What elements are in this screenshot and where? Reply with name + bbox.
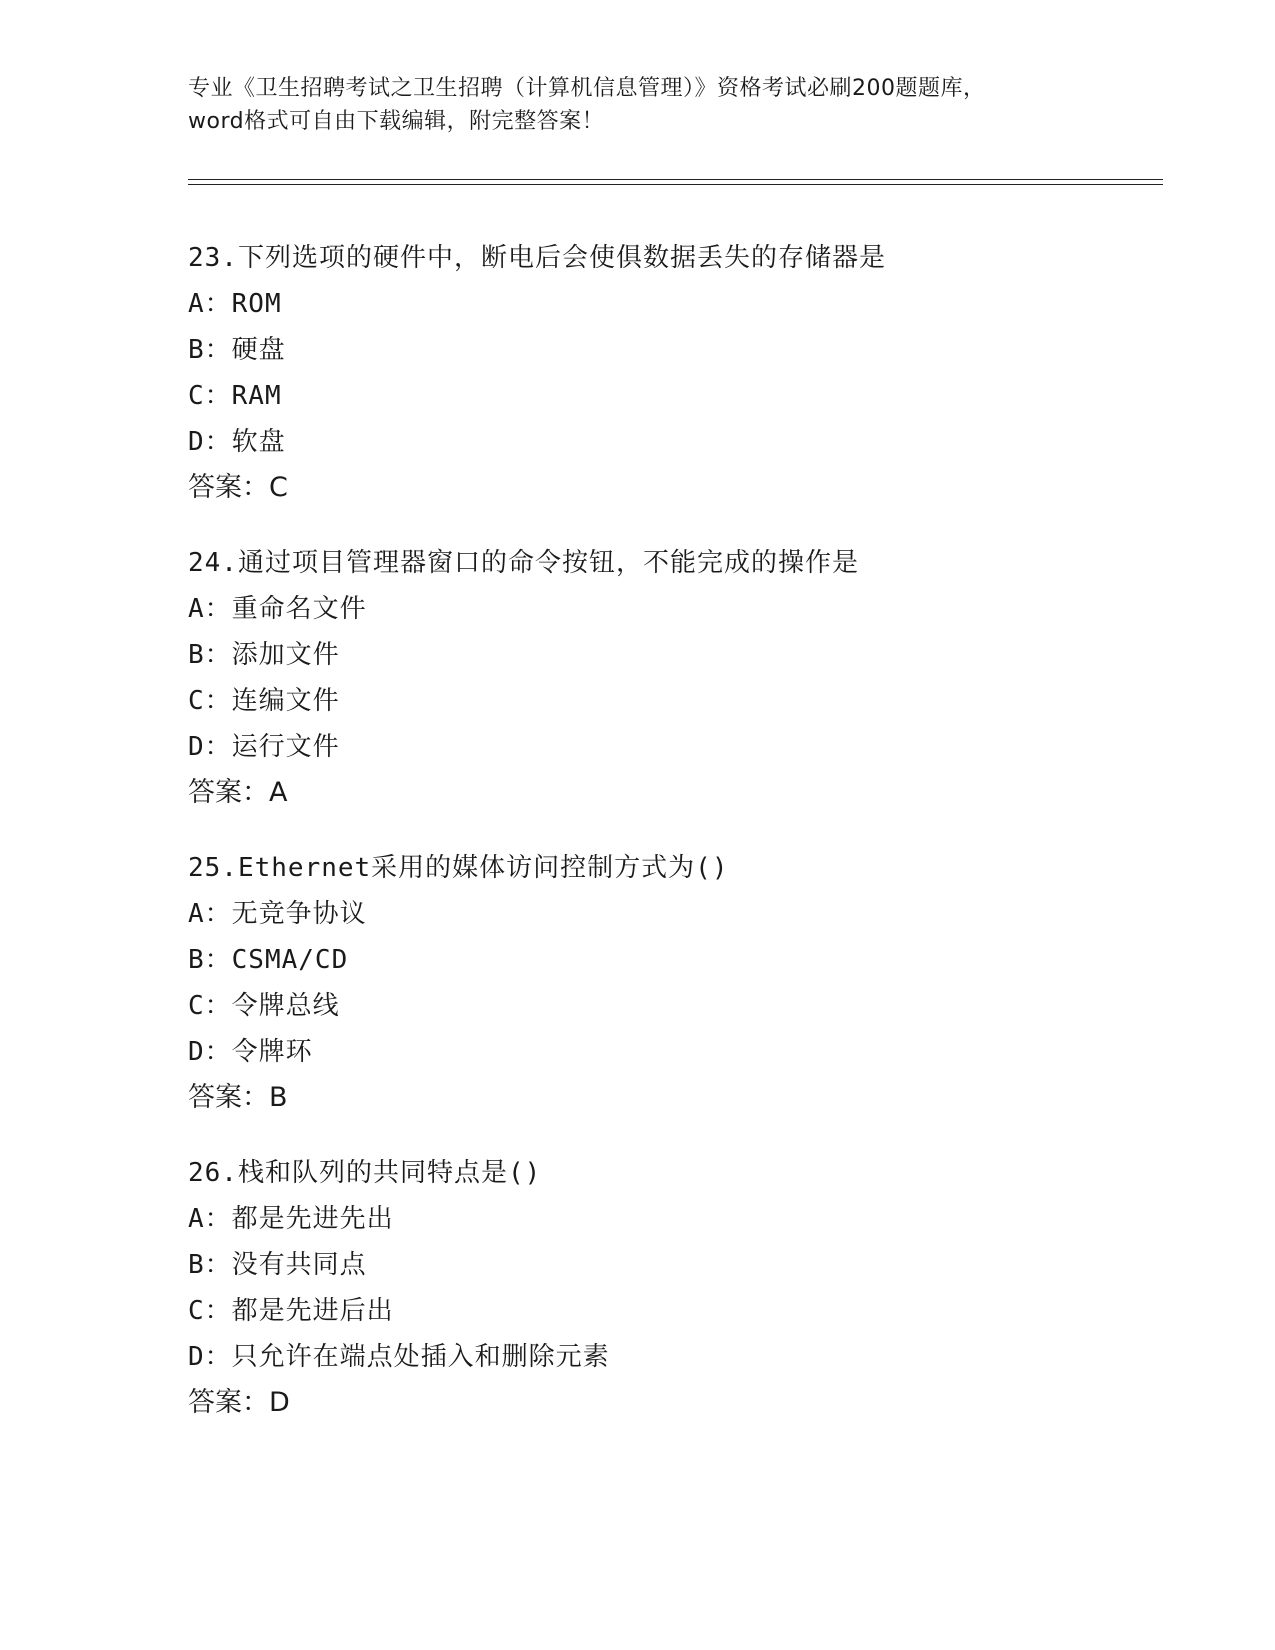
option-d — [188, 1029, 1148, 1075]
answer-line: 答案：C — [188, 472, 288, 503]
option-letter: B： — [188, 945, 232, 975]
option-a — [188, 891, 1148, 937]
question-item — [188, 235, 1148, 511]
option-text: 重命名文件 — [231, 594, 367, 624]
option-letter: B： — [188, 640, 232, 670]
option-text: 连编文件 — [231, 686, 340, 716]
option-text: 都是先进先出 — [231, 1204, 394, 1234]
question-title: 24.通过项目管理器窗口的命令按钮，不能完成的操作是 — [188, 548, 859, 578]
question-title: 25.Ethernet采用的媒体访问控制方式为() — [188, 853, 729, 883]
option-text: 添加文件 — [231, 640, 340, 670]
option-letter: A： — [188, 289, 232, 319]
option-text: 无竞争协议 — [231, 899, 367, 929]
option-text: CSMA/CD — [231, 945, 349, 975]
option-letter: C： — [188, 1296, 232, 1326]
option-text: 都是先进后出 — [231, 1296, 394, 1326]
option-a — [188, 586, 1148, 632]
option-a — [188, 1196, 1148, 1242]
option-c — [188, 1288, 1148, 1334]
option-text: 没有共同点 — [231, 1250, 367, 1280]
option-text: RAM — [231, 381, 282, 411]
option-letter: D： — [188, 1342, 232, 1372]
option-letter: B： — [188, 1250, 232, 1280]
header-divider-bottom — [188, 184, 1163, 185]
option-letter: C： — [188, 686, 232, 716]
option-d — [188, 724, 1148, 770]
option-text: 软盘 — [231, 427, 286, 457]
option-b — [188, 937, 1148, 983]
option-b — [188, 632, 1148, 678]
header-line-1: 专业《卫生招聘考试之卫生招聘（计算机信息管理）》资格考试必刷200题题库， — [188, 76, 986, 101]
option-c — [188, 983, 1148, 1029]
option-letter: A： — [188, 899, 232, 929]
question-item — [188, 1150, 1148, 1426]
answer-line: 答案：D — [188, 1387, 290, 1418]
option-text: ROM — [231, 289, 282, 319]
option-c — [188, 373, 1148, 419]
question-item — [188, 845, 1148, 1121]
option-text: 令牌总线 — [231, 991, 340, 1021]
question-title: 23.下列选项的硬件中，断电后会使俱数据丢失的存储器是 — [188, 243, 886, 273]
answer-line: 答案：B — [188, 1082, 288, 1113]
option-text: 运行文件 — [231, 732, 340, 762]
option-d — [188, 1334, 1148, 1380]
option-text: 令牌环 — [231, 1037, 313, 1067]
option-b — [188, 1242, 1148, 1288]
option-letter: C： — [188, 381, 232, 411]
option-letter: D： — [188, 427, 232, 457]
option-d — [188, 419, 1148, 465]
answer-line: 答案：A — [188, 777, 288, 808]
option-letter: C： — [188, 991, 232, 1021]
option-letter: A： — [188, 1204, 232, 1234]
header-line-2: word格式可自由下载编辑，附完整答案！ — [188, 109, 605, 134]
option-letter: D： — [188, 1037, 232, 1067]
option-letter: D： — [188, 732, 232, 762]
document-header — [188, 72, 1088, 138]
header-divider-top — [188, 179, 1163, 180]
option-letter: B： — [188, 335, 232, 365]
option-c — [188, 678, 1148, 724]
question-list — [188, 235, 1148, 1455]
option-text: 只允许在端点处插入和删除元素 — [231, 1342, 610, 1372]
option-letter: A： — [188, 594, 232, 624]
option-b — [188, 327, 1148, 373]
question-item — [188, 540, 1148, 816]
option-text: 硬盘 — [231, 335, 286, 365]
question-title: 26.栈和队列的共同特点是() — [188, 1158, 542, 1188]
option-a — [188, 281, 1148, 327]
